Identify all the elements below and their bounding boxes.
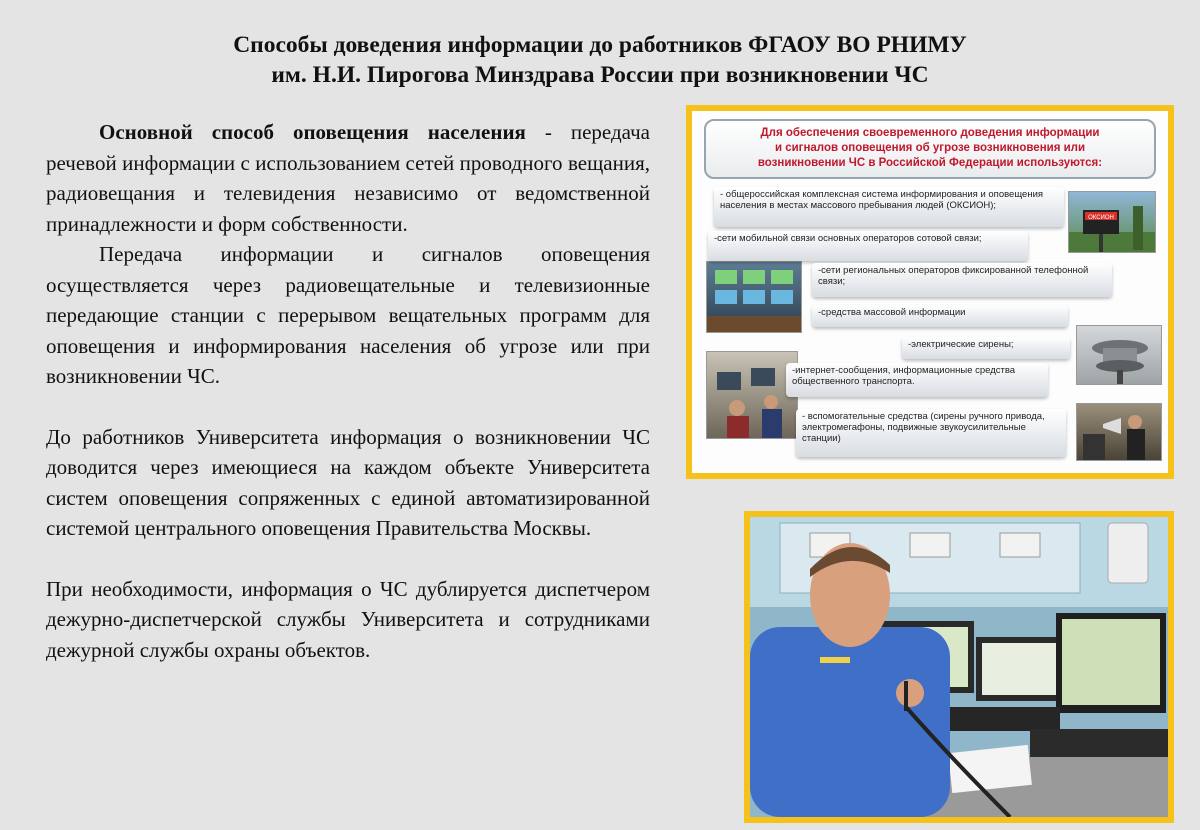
infographic-item-media: -средства массовой информации <box>812 305 1068 327</box>
title-line-2: им. Н.И. Пирогова Минздрава России при возникновении ЧС <box>271 62 929 88</box>
page-title <box>0 30 1200 90</box>
oksion-screen-photo <box>1068 191 1156 253</box>
title-line-1: Способы доведения информации до работников ФГАОУ ВО РНИМУ <box>233 32 967 58</box>
megaphone-icon <box>1077 404 1162 461</box>
dispatcher-photo-canvas <box>750 517 1168 817</box>
paragraph-dispatcher: При необходимости, информация о ЧС дублируется диспетчером дежурно-диспетчерской службы Университета и сотрудниками дежурной службы охраны объектов. <box>46 576 650 662</box>
control-room-photo-1 <box>706 261 802 333</box>
infographic-banner <box>704 119 1156 179</box>
infographic-item-sirens: -электрические сирены; <box>902 337 1070 359</box>
infographic-item-auxiliary: - вспомогательные средства (сирены ручного привода, электромегафоны, подвижные звукоусилительные станции) <box>796 409 1066 457</box>
paragraph-transmission: Передача информации и сигналов оповещения осуществляется через радиовещательные и телевизионные передающие станции с перерывом вещательных программ для оповещения и информирования населения об угрозе или при возникновении ЧС. <box>46 242 650 388</box>
infographic-item-landline: -сети региональных операторов фиксированной телефонной связи; <box>812 263 1112 297</box>
banner-line-2: и сигналов оповещения об угрозе возникновения или <box>774 142 1086 154</box>
control-room-photo-2 <box>706 351 798 439</box>
infographic-item-internet: -интернет-сообщения, информационные средства общественного транспорта. <box>786 363 1048 397</box>
megaphone-photo <box>1076 403 1162 461</box>
infographic-canvas <box>692 111 1168 473</box>
paragraph-main-method <box>46 117 650 239</box>
siren-icon <box>1077 326 1162 385</box>
body-text <box>46 117 650 665</box>
notification-infographic <box>686 105 1174 479</box>
monitors-wall-icon <box>707 262 802 333</box>
infographic-item-mobile: -сети мобильной связи основных операторов сотовой связи; <box>708 231 1028 261</box>
banner-line-1: Для обеспечения своевременного доведения информации <box>760 127 1100 139</box>
dispatcher-scene <box>750 517 1168 817</box>
operators-icon <box>707 352 798 439</box>
infographic-item-oksion: - общероссийская комплексная система информирования и оповещения населения в местах массового пребывания людей (ОКСИОН); <box>714 187 1064 227</box>
dispatcher-photo <box>744 511 1174 823</box>
billboard-sign-text: ОКСИОН <box>1088 215 1114 221</box>
siren-photo <box>1076 325 1162 385</box>
paragraph-main-method-bold: Основной способ оповещения населения <box>99 120 526 144</box>
paragraph-university: До работников Университета информация о возникновении ЧС доводится через имеющиеся на каждом объекте Университета систем оповещения сопряженных с единой автоматизированной системой центрального оповещения Правительства Москвы. <box>46 424 650 540</box>
paragraph-main-method-text: - передача речевой информации с использованием сетей проводного вещания, радиовещания и телевидения независимо от ведомственной принадлежности и форм собственности. <box>46 120 650 236</box>
banner-line-3: возникновении ЧС в Российской Федерации используются: <box>757 157 1103 169</box>
billboard-icon <box>1069 192 1156 253</box>
